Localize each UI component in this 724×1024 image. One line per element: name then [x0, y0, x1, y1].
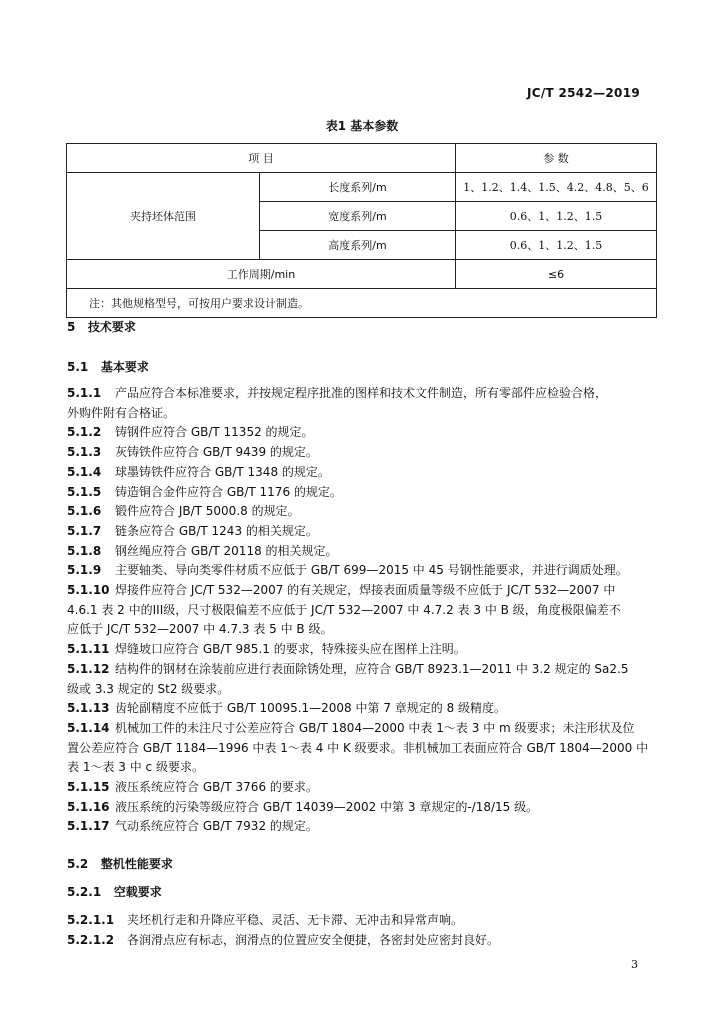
clause-text: 机械加工件的未注尺寸公差应符合 GB/T 1804—2000 中表 1～表 3 中 m 级要求；未注形状及位: [115, 720, 635, 735]
table-header-row: [67, 144, 657, 173]
table-title: 表1 基本参数: [325, 119, 399, 133]
clause: [67, 640, 657, 660]
clause-text: 锻件应符合 JB/T 5000.8 的规定。: [115, 504, 300, 519]
row-label: 长度系列/m: [260, 173, 456, 202]
clause-text: 焊接件应符合 JC/T 532—2007 的有关规定，焊接表面质量等级不应低于 JC/T 532—2007 中: [115, 583, 616, 598]
clause-number: 5.1.2: [67, 425, 102, 440]
clause-text: 链条应符合 GB/T 1243 的相关规定。: [115, 523, 318, 538]
clause: [67, 561, 657, 581]
clause-continuation: 置公差应符合 GB/T 1184—1996 中表 1～表 4 中 K 级要求。非机械加工表面应符合 GB/T 1804—2000 中: [67, 740, 649, 755]
clause: [67, 483, 657, 503]
clause-number: 5.1.15: [67, 780, 110, 795]
clause-number: 5.1.11: [67, 642, 110, 657]
row-label: 宽度系列/m: [260, 202, 456, 231]
clause-number: 5.1.5: [67, 484, 102, 499]
clause-number: 5.1.4: [67, 464, 102, 479]
clause-continuation: 外购件附有合格证。: [67, 405, 176, 420]
clause-text: 液压系统应符合 GB/T 3766 的要求。: [115, 780, 318, 795]
header-item: 项 目: [67, 144, 456, 173]
table-note-row: [67, 289, 657, 318]
section-number: 5.2: [67, 857, 89, 872]
clause-continuation: 级或 3.3 规定的 St2 级要求。: [67, 681, 230, 696]
clause-number: 5.1.3: [67, 445, 102, 460]
section-title: 技术要求: [87, 320, 136, 334]
cycle-label: 工作周期/min: [67, 260, 456, 289]
clause: [67, 423, 657, 443]
clause-text: 铸钢件应符合 GB/T 11352 的规定。: [115, 425, 314, 440]
clause-number: 5.1.13: [67, 701, 110, 716]
clause-number: 5.1.8: [67, 543, 102, 558]
clause: [67, 522, 657, 542]
clause-number: 5.2.1.1: [67, 913, 115, 928]
clause-text: 铸造铜合金件应符合 GB/T 1176 的规定。: [115, 484, 342, 499]
clause: [67, 798, 657, 818]
clause-number: 5.1.12: [67, 661, 110, 676]
clause: [67, 542, 657, 562]
section-5-2-heading: [67, 853, 657, 875]
section-number: 5.1: [67, 360, 89, 374]
section-5-1-heading: [67, 356, 657, 378]
body-text: [67, 316, 657, 951]
row-label: 高度系列/m: [260, 231, 456, 260]
clause-text: 夹坯机行走和升降应平稳、灵活、无卡滞、无冲击和异常声响。: [127, 913, 464, 928]
clause-number: 5.1.6: [67, 504, 102, 519]
section-5-heading: [67, 316, 657, 338]
cycle-value: ≤6: [456, 260, 657, 289]
clause-text: 焊缝坡口应符合 GB/T 985.1 的要求，特殊接头应在图样上注明。: [115, 642, 466, 657]
section-title: 基本要求: [100, 360, 149, 374]
basic-parameters-table: [66, 143, 657, 318]
clause-number: 5.1.16: [67, 799, 110, 814]
row-value: 1、1.2、1.4、1.5、4.2、4.8、5、6: [456, 173, 657, 202]
clause-number: 5.1.14: [67, 720, 110, 735]
clause-number: 5.1.17: [67, 819, 110, 834]
clause-text: 各润滑点应有标志，润滑点的位置应安全便捷，各密封处应密封良好。: [127, 932, 500, 947]
group-label: 夹持坯体范围: [67, 173, 260, 260]
clause-number: 5.2.1.2: [67, 932, 115, 947]
clause-text: 气动系统应符合 GB/T 7932 的规定。: [115, 819, 318, 834]
clause-text: 结构件的钢材在涂装前应进行表面除锈处理，应符合 GB/T 8923.1—2011 中 3.2 规定的 Sa2.5: [115, 661, 629, 676]
standard-code: JC/T 2542—2019: [526, 86, 640, 100]
row-value: 0.6、1、1.2、1.5: [456, 231, 657, 260]
header-parameter: 参 数: [456, 144, 657, 173]
clause-number: 5.1.1: [67, 386, 102, 400]
clause-text: 产品应符合本标准要求，并按规定程序批准的图样和技术文件制造，所有零部件应检验合格，: [115, 386, 608, 400]
clause: [67, 443, 657, 463]
clause-number: 5.1.7: [67, 523, 102, 538]
clause-number: 5.1.9: [67, 563, 102, 578]
clause: [67, 581, 657, 601]
clause-text: 钢丝绳应符合 GB/T 20118 的相关规定。: [115, 543, 338, 558]
table-note: 注：其他规格型号，可按用户要求设计制造。: [67, 289, 657, 318]
clause-text: 球墨铸铁件应符合 GB/T 1348 的规定。: [115, 464, 330, 479]
section-title: 整机性能要求: [100, 857, 173, 872]
clause: [67, 463, 657, 483]
page-number: 3: [631, 958, 638, 971]
clause-continuation: 4.6.1 表 2 中的III级，尺寸极限偏差不应低于 JC/T 532—2007 中 4.7.2 表 3 中 B 级，角度极限偏差不: [67, 602, 621, 617]
section-5-2-1-heading: [67, 881, 657, 903]
clause-continuation: 表 1～表 3 中 c 级要求。: [67, 760, 204, 775]
section-number: 5.2.1: [67, 885, 102, 900]
clause: [67, 931, 657, 951]
table-row: [67, 260, 657, 289]
table-row: [67, 173, 657, 202]
clause-text: 液压系统的污染等级应符合 GB/T 14039—2002 中第 3 章规定的-/18/15 级。: [115, 799, 539, 814]
clause: [67, 384, 657, 404]
clause-continuation: 应低于 JC/T 532—2007 中 4.7.3 表 5 中 B 级。: [67, 622, 333, 637]
clause: [67, 502, 657, 522]
section-number: 5: [67, 320, 76, 334]
clause-number: 5.1.10: [67, 583, 110, 598]
clause-text: 灰铸铁件应符合 GB/T 9439 的规定。: [115, 445, 318, 460]
clause: [67, 778, 657, 798]
clause-text: 主要轴类、导向类零件材质不应低于 GB/T 699—2015 中 45 号钢性能要求，并进行调质处理。: [115, 563, 628, 578]
clause: [67, 817, 657, 837]
clause: [67, 660, 657, 680]
clause: [67, 719, 657, 739]
clause-text: 齿轮副精度不应低于 GB/T 10095.1—2008 中第 7 章规定的 8 级精度。: [115, 701, 507, 716]
section-title: 空载要求: [113, 885, 162, 900]
row-value: 0.6、1、1.2、1.5: [456, 202, 657, 231]
clause: [67, 911, 657, 931]
clause: [67, 699, 657, 719]
